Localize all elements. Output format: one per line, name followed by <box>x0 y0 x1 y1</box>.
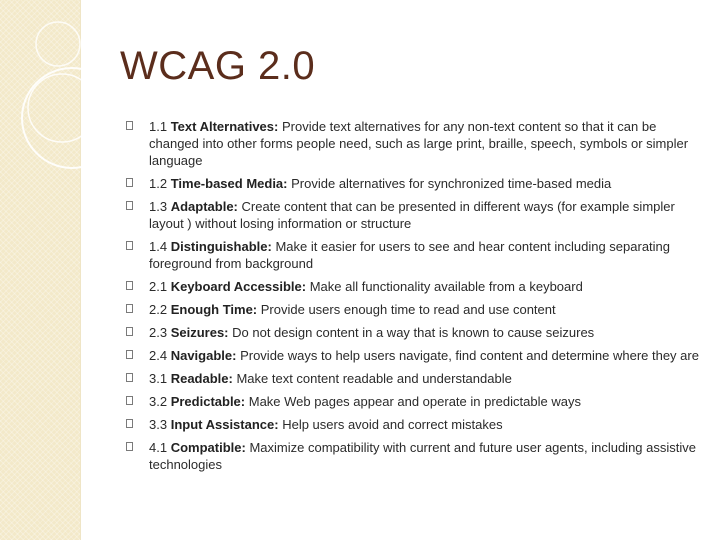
guideline-number: 3.3 <box>149 417 168 432</box>
bullet-icon <box>126 442 133 451</box>
guideline-number: 2.3 <box>149 325 168 340</box>
guideline-number: 1.3 <box>149 199 168 214</box>
bullet-icon <box>126 178 133 187</box>
bullet-icon <box>126 281 133 290</box>
guideline-item <box>126 370 706 387</box>
guideline-number: 1.1 <box>149 119 168 134</box>
bullet-icon <box>126 241 133 250</box>
guideline-term: Time-based Media: <box>170 176 288 191</box>
guideline-number: 3.2 <box>149 394 168 409</box>
bullet-icon <box>126 373 133 382</box>
bullet-icon <box>126 327 133 336</box>
guideline-item <box>126 175 706 192</box>
guideline-item <box>126 324 706 341</box>
guideline-term: Compatible: <box>170 440 246 455</box>
guideline-number: 4.1 <box>149 440 168 455</box>
guideline-item <box>126 118 706 169</box>
guideline-term: Seizures: <box>170 325 229 340</box>
guideline-item <box>126 238 706 272</box>
guideline-description: Do not design content in a way that is known to cause seizures <box>232 325 595 340</box>
slide-title: WCAG 2.0 <box>120 44 316 88</box>
guideline-item <box>126 278 706 295</box>
guideline-number: 2.4 <box>149 348 168 363</box>
bullet-icon <box>126 350 133 359</box>
guideline-number: 1.2 <box>149 176 168 191</box>
guideline-term: Distinguishable: <box>170 239 272 254</box>
guideline-description: Provide ways to help users navigate, find content and determine where they are <box>240 348 699 363</box>
guideline-description: Make all functionality available from a keyboard <box>309 279 583 294</box>
guideline-term: Text Alternatives: <box>170 119 279 134</box>
guideline-description: Provide users enough time to read and use content <box>260 302 556 317</box>
guideline-item <box>126 198 706 232</box>
guideline-description: Make it easier for users to see and hear content including separating foreground from background <box>149 239 671 271</box>
bullet-icon <box>126 396 133 405</box>
guideline-list <box>126 118 706 479</box>
guideline-item <box>126 393 706 410</box>
guideline-term: Keyboard Accessible: <box>170 279 307 294</box>
guideline-description: Help users avoid and correct mistakes <box>282 417 503 432</box>
guideline-number: 2.1 <box>149 279 168 294</box>
guideline-term: Input Assistance: <box>170 417 279 432</box>
decorative-circles <box>0 0 140 220</box>
guideline-description: Make text content readable and understandable <box>236 371 512 386</box>
bullet-icon <box>126 121 133 130</box>
guideline-description: Provide alternatives for synchronized time-based media <box>291 176 612 191</box>
guideline-number: 3.1 <box>149 371 168 386</box>
guideline-description: Maximize compatibility with current and future user agents, including assistive technologies <box>149 440 696 472</box>
guideline-item <box>126 416 706 433</box>
guideline-number: 2.2 <box>149 302 168 317</box>
guideline-description: Make Web pages appear and operate in predictable ways <box>248 394 581 409</box>
bullet-icon <box>126 201 133 210</box>
bullet-icon <box>126 419 133 428</box>
guideline-term: Predictable: <box>170 394 246 409</box>
guideline-term: Navigable: <box>170 348 237 363</box>
guideline-item <box>126 301 706 318</box>
guideline-term: Adaptable: <box>170 199 238 214</box>
guideline-description: Create content that can be presented in different ways (for example simpler layout ) without losing information or structure <box>149 199 675 231</box>
guideline-description: Provide text alternatives for any non-text content so that it can be changed into other forms people need, such as large print, braille, speech, symbols or simpler language <box>149 119 689 168</box>
guideline-item <box>126 347 706 364</box>
bullet-icon <box>126 304 133 313</box>
guideline-term: Enough Time: <box>170 302 258 317</box>
guideline-number: 1.4 <box>149 239 168 254</box>
guideline-term: Readable: <box>170 371 233 386</box>
guideline-item <box>126 439 706 473</box>
